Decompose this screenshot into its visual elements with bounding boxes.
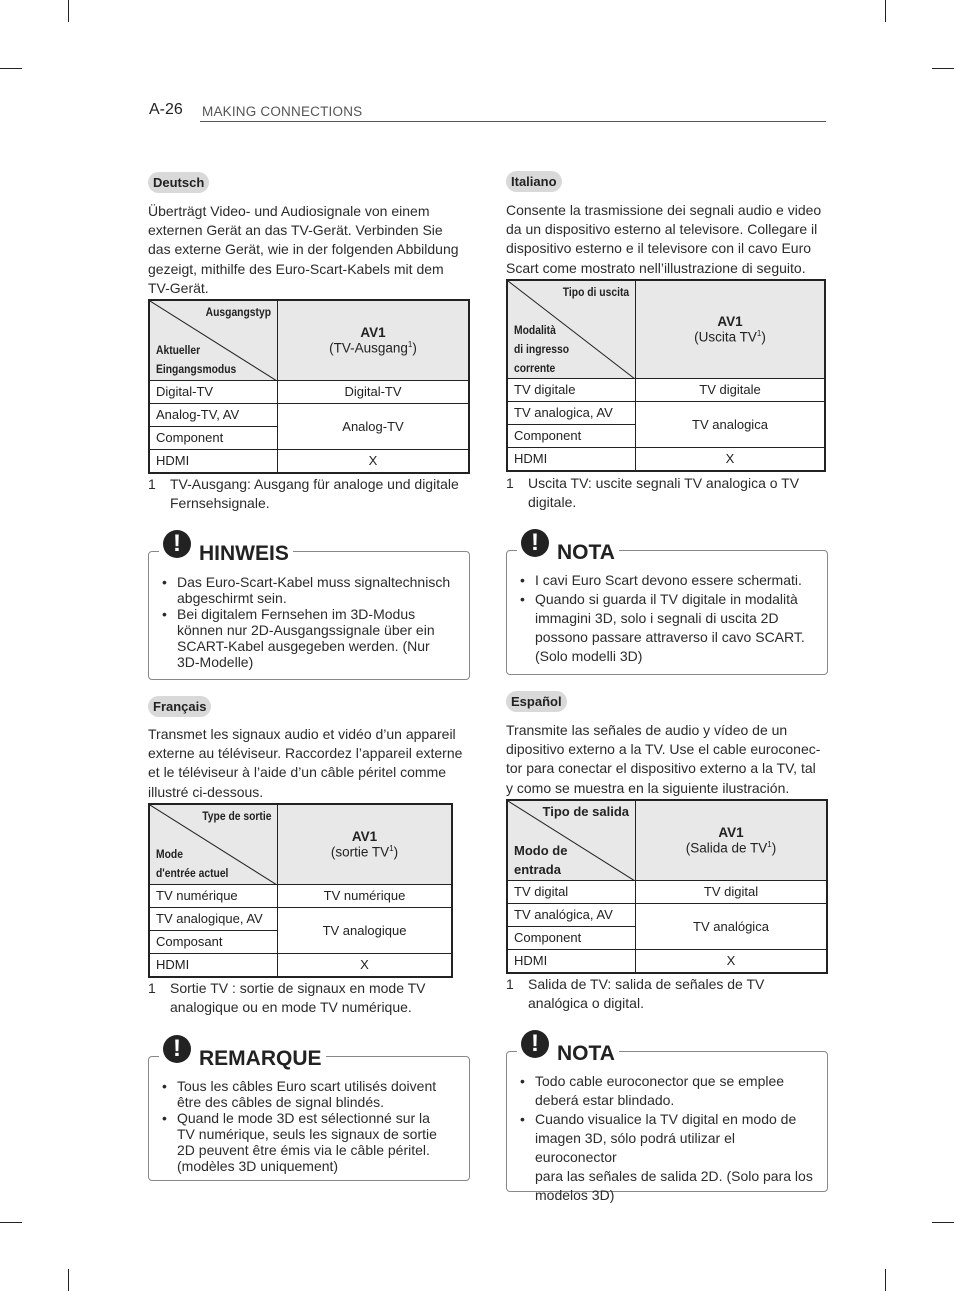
francais-connection-table (148, 803, 453, 978)
table-cell: Digital-TV (278, 380, 470, 403)
table-cell: TV analogique (278, 907, 453, 953)
crop-mark (68, 1269, 69, 1291)
table-row-label: TV numérique (149, 884, 278, 907)
note-item: • Todo cable euroconector que se emplee deberá estar blindado. (520, 1072, 820, 1110)
section-title: MAKING CONNECTIONS (202, 104, 363, 119)
exclamation-icon: ! (163, 530, 191, 558)
output-type-label: Tipo di uscita (562, 285, 629, 299)
av1-header: AV1 (Uscita $TV^1$) (636, 280, 826, 378)
table-row-label: Component (507, 424, 636, 447)
language-tag-espanol: Español (506, 691, 567, 712)
table-cell: TV digital (636, 880, 828, 903)
table-cell: TV digitale (636, 378, 826, 401)
table-header-cell (507, 280, 636, 378)
table-row-label: Analog-TV, AV (149, 403, 278, 426)
output-type-label: Type de sortie (201, 809, 271, 823)
table-row-label: HDMI (149, 449, 278, 473)
italiano-connection-table (506, 279, 826, 472)
input-mode-label: Modo de entrada (514, 843, 568, 877)
input-mode-label: Aktueller Eingangsmodus (156, 343, 237, 376)
table-cell: X (278, 953, 453, 977)
table-cell: TV analógica (636, 903, 828, 949)
crop-mark (885, 0, 886, 22)
espanol-footnote: 1 Salida de TV: salida de señales de TV analógica o digital. (506, 976, 765, 1012)
exclamation-icon: ! (521, 529, 549, 557)
table-header-cell (149, 300, 278, 380)
exclamation-icon: ! (163, 1035, 191, 1063)
table-cell: TV numérique (278, 884, 453, 907)
deutsch-note-box (148, 530, 470, 680)
language-tag-deutsch: Deutsch (148, 172, 209, 193)
note-list (162, 574, 462, 670)
table-row-label: TV digital (507, 880, 636, 903)
input-mode-label: Modalità di ingresso corrente (514, 323, 570, 375)
crop-mark (0, 68, 22, 69)
table-row-label: Component (507, 926, 636, 949)
table-cell: X (636, 949, 828, 973)
espanol-paragraph: Transmite las señales de audio y vídeo de un dipositivo externo a la TV. Use el cable euroconec- tor para conectar el dispositivo externo a la TV, tal y como se muestra en la siguiente ilustración. (506, 722, 821, 796)
crop-mark (932, 1222, 954, 1223)
output-type-label: Ausgangstyp (205, 305, 271, 319)
input-mode-label: Mode d'entrée actuel (156, 847, 229, 880)
note-item: • Tous les câbles Euro scart utilisés doivent être des câbles de signal blindés. (162, 1078, 462, 1110)
av1-header: AV1 (sortie $TV^1$) (278, 804, 453, 884)
header-rule (200, 121, 826, 122)
page-number: A-26 (149, 101, 183, 118)
crop-mark (885, 1269, 886, 1291)
deutsch-connection-table (148, 299, 470, 474)
crop-mark (68, 0, 69, 22)
italiano-footnote: 1 Uscita TV: uscite segnali TV analogica o TV digitale. (506, 475, 800, 511)
table-cell: X (278, 449, 470, 473)
note-item: • Das Euro-Scart-Kabel muss signaltechnisch abgeschirmt sein. (162, 574, 462, 606)
note-list (162, 1078, 462, 1174)
note-item: • Quando si guarda il TV digitale in modalità immagini 3D, solo i segnali di uscita 2D possono passare attraverso il cavo SCART. (Solo modelli 3D) (520, 590, 820, 666)
note-heading: ! NOTA (517, 537, 619, 565)
note-heading: ! HINWEIS (159, 538, 293, 566)
output-type-label: Tipo de salida (542, 804, 629, 819)
note-item: • Quand le mode 3D est sélectionné sur la TV numérique, seuls les signaux de sortie 2D peuvent être émis via le câble péritel. (modèles 3D uniquement) (162, 1110, 462, 1174)
table-cell: Analog-TV (278, 403, 470, 449)
crop-mark (0, 1222, 22, 1223)
italiano-paragraph: Consente la trasmissione dei segnali audio e video da un dispositivo esterno al televisore. Collegare il dispositivo esterno e il televisore con il cavo Euro Scart come mostrato nell’illustrazione di seguito. (506, 202, 822, 276)
table-row-label: HDMI (149, 953, 278, 977)
table-header-cell (149, 804, 278, 884)
francais-paragraph: Transmet les signaux audio et vidéo d’un appareil externe au téléviseur. Raccordez l’appareil externe et le téléviseur à l’aide d’un câble péritel comme illustré ci-dessous. (148, 726, 463, 800)
table-cell: X (636, 447, 826, 471)
note-heading: ! NOTA (517, 1038, 619, 1066)
table-cell: TV analogica (636, 401, 826, 447)
note-list (520, 571, 820, 666)
table-row-label: Component (149, 426, 278, 449)
table-row-label: Composant (149, 930, 278, 953)
francais-note-box (148, 1035, 470, 1181)
note-item: • Bei digitalem Fernsehen im 3D-Modus können nur 2D-Ausgangssignale über ein SCART-Kabel ausgegeben werden. (Nur 3D-Modelle) (162, 606, 462, 670)
table-header-cell (507, 800, 636, 880)
espanol-connection-table (506, 799, 828, 974)
crop-mark (932, 68, 954, 69)
deutsch-footnote: 1 TV-Ausgang: Ausgang für analoge und digitale Fernsehsignale. (148, 476, 459, 512)
note-list (520, 1072, 820, 1205)
francais-footnote: 1 Sortie TV : sortie de signaux en mode TV analogique ou en mode TV numérique. (148, 980, 426, 1016)
av1-header: AV1 (TV-Ausgang$^1$) (278, 300, 470, 380)
note-item: • I cavi Euro Scart devono essere schermati. (520, 571, 820, 590)
italiano-note-box (506, 529, 828, 675)
table-row-label: TV digitale (507, 378, 636, 401)
av1-header: AV1 (Salida de $TV^1$) (636, 800, 828, 880)
language-tag-italiano: Italiano (506, 171, 562, 192)
note-heading: ! REMARQUE (159, 1043, 326, 1071)
table-row-label: TV analogique, AV (149, 907, 278, 930)
note-item: • Cuando visualice la TV digital en modo de imagen 3D, sólo podrá utilizar el euroconector para las señales de salida 2D. (Solo para los modelos 3D) (520, 1110, 820, 1205)
table-row-label: HDMI (507, 447, 636, 471)
table-row-label: HDMI (507, 949, 636, 973)
espanol-note-box (506, 1030, 828, 1203)
table-row-label: Digital-TV (149, 380, 278, 403)
language-tag-francais: Français (148, 696, 211, 717)
exclamation-icon: ! (521, 1030, 549, 1058)
table-row-label: TV analógica, AV (507, 903, 636, 926)
table-row-label: TV analogica, AV (507, 401, 636, 424)
deutsch-paragraph: Überträgt Video- und Audiosignale von einem externen Gerät an das TV-Gerät. Verbinden Sie das externe Gerät, wie in der folgenden Abbildung gezeigt, mithilfe des Euro-Scart-Kabels mit dem TV-Gerät. (148, 203, 459, 296)
